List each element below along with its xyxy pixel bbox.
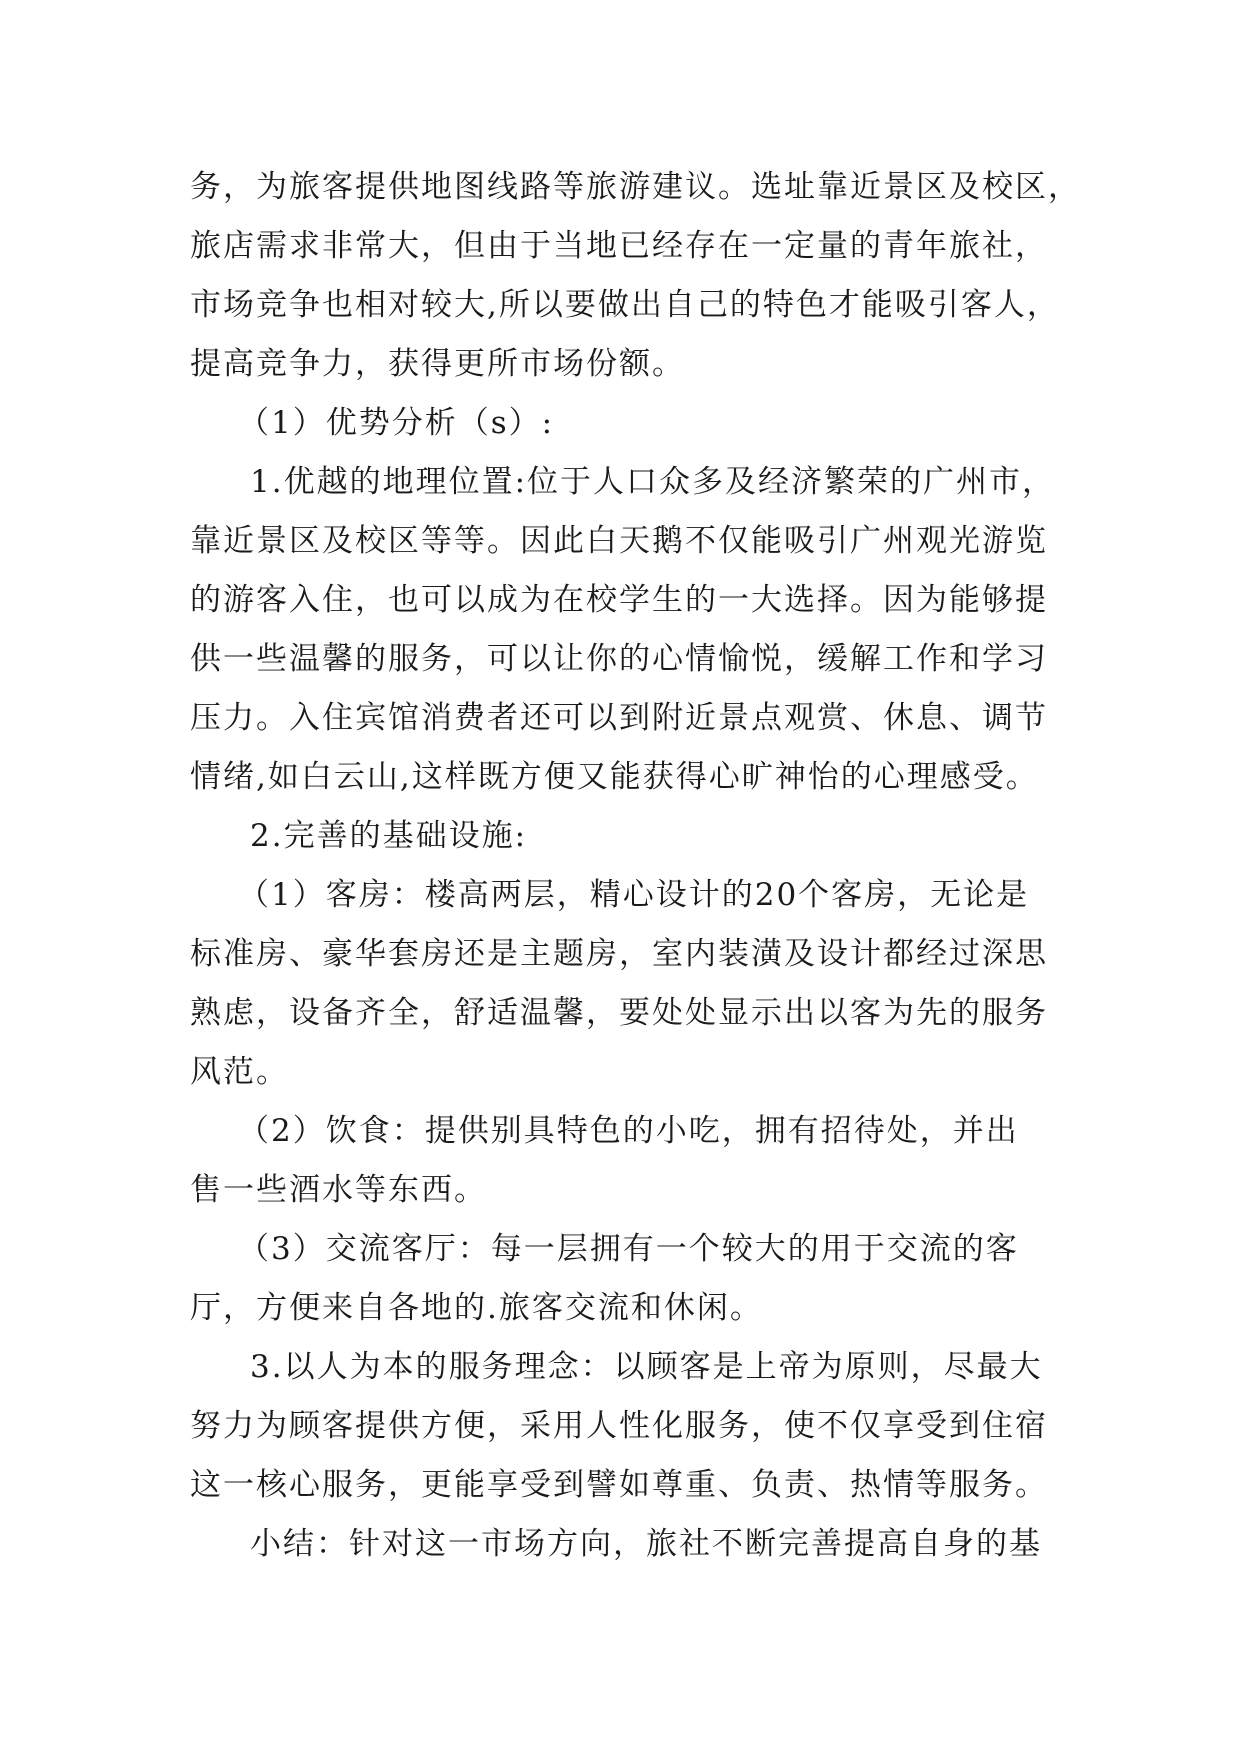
text-line: （1）客房：楼高两层，精心设计的20个客房，无论是 <box>238 877 1030 913</box>
text-line: 售一些酒水等东西。 <box>190 1172 487 1208</box>
text-line: 小结：针对这一市场方向，旅社不断完善提高自身的基 <box>250 1526 1042 1562</box>
body-text <box>190 158 1090 1574</box>
text-line: 市场竞争也相对较大,所以要做出自己的特色才能吸引客人， <box>190 287 1060 323</box>
text-line: 标准房、豪华套房还是主题房，室内装潢及设计都经过深思 <box>190 936 1048 972</box>
text-line: （3）交流客厅：每一层拥有一个较大的用于交流的客 <box>238 1231 1019 1267</box>
section-heading: （1）优势分析（s）: <box>238 405 555 441</box>
text-line: 提高竞争力，获得更所市场份额。 <box>190 346 685 382</box>
text-line: 务，为旅客提供地图线路等旅游建议。选址靠近景区及校区， <box>190 169 1081 205</box>
text-line: （2）饮食：提供别具特色的小吃，拥有招待处，并出 <box>238 1113 1019 1149</box>
text-line: 压力。入住宾馆消费者还可以到附近景点观赏、休息、调节 <box>190 700 1048 736</box>
text-line: 努力为顾客提供方便，采用人性化服务，使不仅享受到住宿 <box>190 1408 1048 1444</box>
text-line: 风范。 <box>190 1054 289 1090</box>
text-line: 供一些温馨的服务，可以让你的心情愉悦，缓解工作和学习 <box>190 641 1048 677</box>
text-line: 靠近景区及校区等等。因此白天鹅不仅能吸引广州观光游览 <box>190 523 1048 559</box>
text-line: 3.以人为本的服务理念：以顾客是上帝为原则，尽最大 <box>250 1349 1043 1385</box>
text-line: 的游客入住，也可以成为在校学生的一大选择。因为能够提 <box>190 582 1048 618</box>
text-line: 2.完善的基础设施: <box>250 818 528 854</box>
text-line: 这一核心服务，更能享受到譬如尊重、负责、热情等服务。 <box>190 1467 1048 1503</box>
text-line: 1.优越的地理位置:位于人口众多及经济繁荣的广州市， <box>250 464 1056 500</box>
text-line: 厅，方便来自各地的.旅客交流和休闲。 <box>190 1290 763 1326</box>
text-line: 旅店需求非常大，但由于当地已经存在一定量的青年旅社， <box>190 228 1048 264</box>
text-line: 熟虑，设备齐全，舒适温馨，要处处显示出以客为先的服务 <box>190 995 1048 1031</box>
text-line: 情绪,如白云山,这样既方便又能获得心旷神怡的心理感受。 <box>190 759 1039 795</box>
